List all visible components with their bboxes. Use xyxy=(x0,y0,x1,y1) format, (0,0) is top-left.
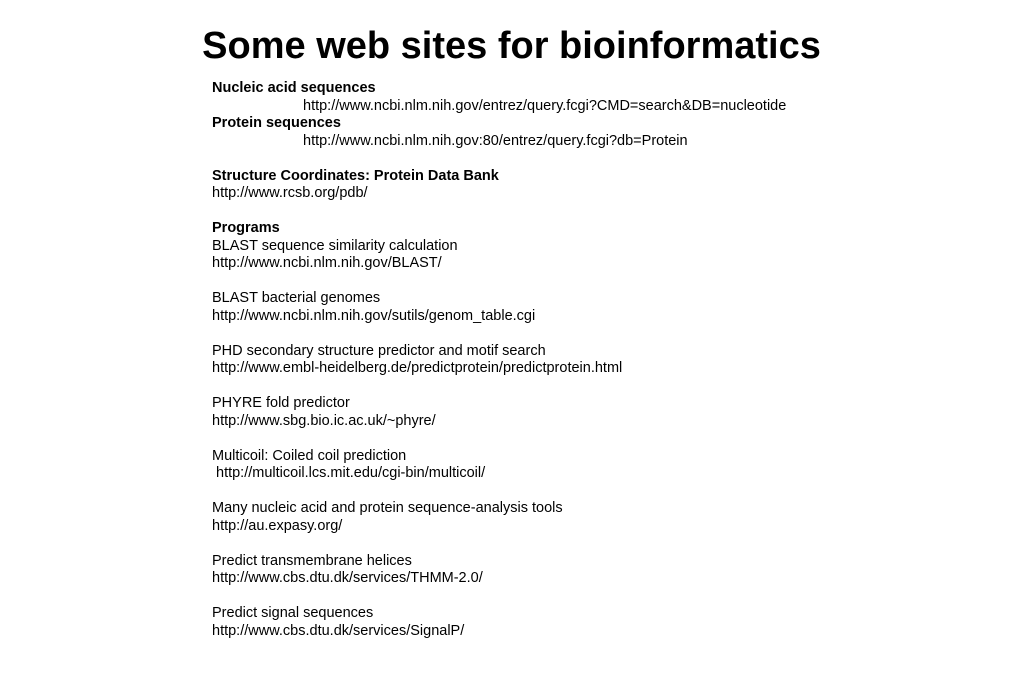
program-label-tmhmm: Predict transmembrane helices xyxy=(212,552,412,569)
program-url-multicoil[interactable]: http://multicoil.lcs.mit.edu/cgi-bin/multicoil/ xyxy=(216,465,486,481)
program-label-blast-genomes: BLAST bacterial genomes xyxy=(212,290,381,306)
program-label-expasy: Many nucleic acid and protein sequence-analysis tools xyxy=(212,500,563,516)
spacer xyxy=(212,588,972,606)
spacer xyxy=(212,273,972,291)
protein-url[interactable]: http://www.ncbi.nlm.nih.gov:80/entrez/query.fcgi?db=Protein xyxy=(303,132,688,149)
program-url-blast-genomes[interactable]: http://www.ncbi.nlm.nih.gov/sutils/genom_table.cgi xyxy=(212,307,536,324)
protein-heading: Protein sequences xyxy=(212,115,341,131)
program-url-tmhmm[interactable]: http://www.cbs.dtu.dk/services/THMM-2.0/ xyxy=(212,570,483,586)
spacer xyxy=(212,535,972,553)
spacer xyxy=(212,150,972,168)
programs-heading: Programs xyxy=(212,220,280,236)
program-label-multicoil: Multicoil: Coiled coil prediction xyxy=(212,447,407,464)
content-body xyxy=(212,80,972,640)
structure-url[interactable]: http://www.rcsb.org/pdb/ xyxy=(212,185,368,201)
program-label-phyre: PHYRE fold predictor xyxy=(212,395,350,411)
spacer xyxy=(212,378,972,396)
page-title: Some web sites for bioinformatics xyxy=(202,25,821,67)
program-label-signalp: Predict signal sequences xyxy=(212,605,374,621)
nucleic-url[interactable]: http://www.ncbi.nlm.nih.gov/entrez/query.fcgi?CMD=search&DB=nucleotide xyxy=(303,97,787,114)
program-url-blast[interactable]: http://www.ncbi.nlm.nih.gov/BLAST/ xyxy=(212,255,442,271)
program-url-expasy[interactable]: http://au.expasy.org/ xyxy=(212,517,343,534)
program-label-blast: BLAST sequence similarity calculation xyxy=(212,237,458,254)
spacer xyxy=(212,203,972,221)
spacer xyxy=(212,430,972,448)
program-label-phd: PHD secondary structure predictor and motif search xyxy=(212,342,546,359)
spacer xyxy=(212,325,972,343)
program-url-signalp[interactable]: http://www.cbs.dtu.dk/services/SignalP/ xyxy=(212,622,465,639)
program-url-phd[interactable]: http://www.embl-heidelberg.de/predictprotein/predictprotein.html xyxy=(212,360,623,376)
structure-heading: Structure Coordinates: Protein Data Bank xyxy=(212,167,499,184)
program-url-phyre[interactable]: http://www.sbg.bio.ic.ac.uk/~phyre/ xyxy=(212,412,436,429)
spacer xyxy=(212,483,972,501)
nucleic-heading: Nucleic acid sequences xyxy=(212,80,376,96)
